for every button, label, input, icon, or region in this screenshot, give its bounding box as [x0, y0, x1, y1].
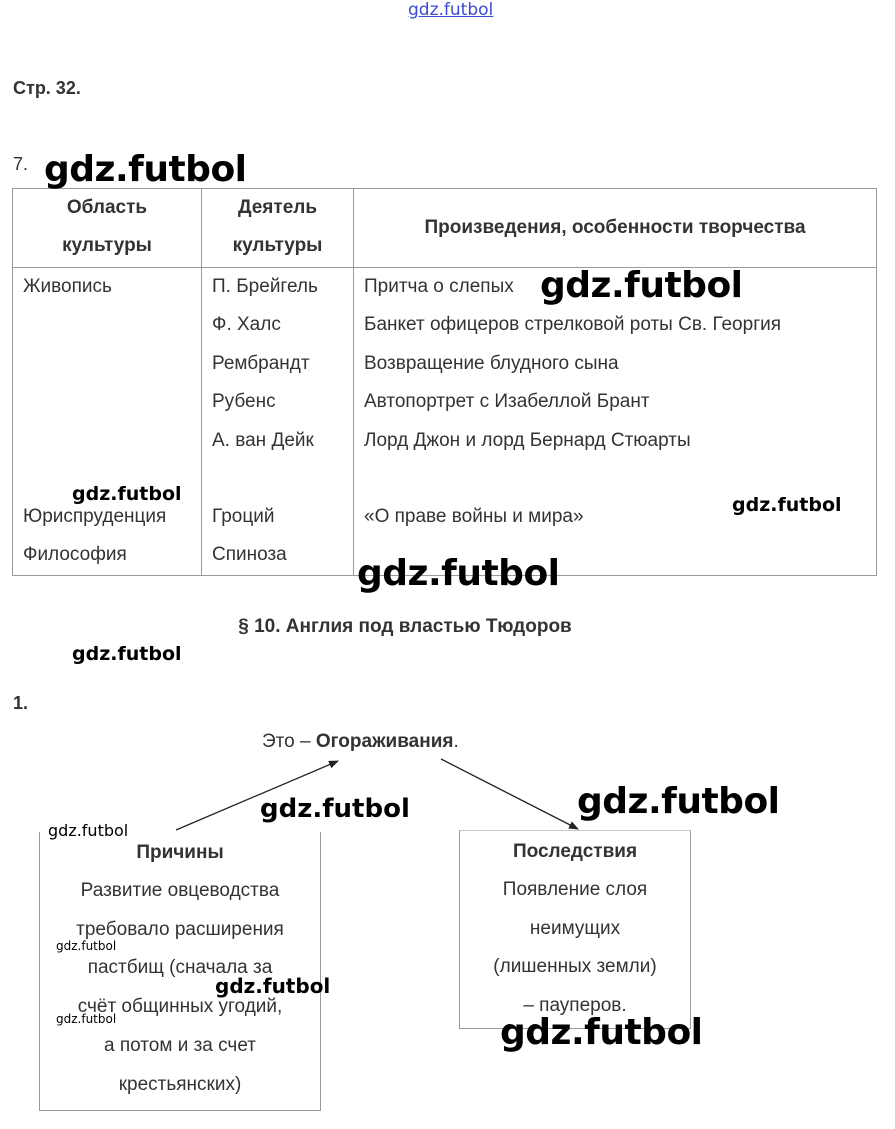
causes-line-4: счёт общинных угодий, — [77, 996, 283, 1018]
consequences-line-4: – пауперов. — [523, 995, 627, 1017]
causes-line-3: пастбищ (сначала за — [87, 957, 273, 979]
watermark: gdz.futbol — [44, 149, 247, 190]
causes-line-1: Развитие овцеводства — [80, 880, 280, 901]
watermark: gdz.futbol — [56, 939, 117, 953]
causes-line-5: а потом и за счет — [104, 1034, 256, 1056]
work-bruegel: Притча о слепых — [364, 276, 514, 297]
watermark: gdz.futbol — [72, 643, 182, 665]
causes-title: Причины — [136, 842, 224, 863]
header-figure-line-1: Деятель — [237, 197, 318, 218]
watermark: gdz.futbol — [215, 974, 331, 998]
arrow-concept-to-consequences — [441, 759, 578, 829]
consequences-line-2: неимущих — [529, 917, 621, 939]
area-law: Юриспруденция — [23, 505, 167, 527]
watermark: gdz.futbol — [260, 794, 410, 824]
watermark: gdz.futbol — [56, 1012, 117, 1026]
section-title: § 10. Англия под властью Тюдоров — [238, 616, 572, 637]
work-grotius: «О праве войны и мира» — [364, 505, 584, 527]
figure-bruegel: П. Брейгель — [212, 276, 318, 297]
causes-line-6: крестьянских) — [118, 1073, 242, 1095]
task-1-number: 1. — [13, 693, 29, 713]
consequences-title: Последствия — [512, 841, 638, 862]
figure-van-dyck: А. ван Дейк — [212, 429, 314, 451]
work-rembrandt: Возвращение блудного сына — [364, 352, 619, 374]
watermark: gdz.futbol — [500, 1012, 703, 1053]
work-rubens: Автопортрет с Изабеллой Брант — [364, 391, 650, 413]
header-figure-line-2: культуры — [232, 235, 323, 256]
watermark-top[interactable]: gdz.futbol — [408, 0, 494, 20]
task-7-number: 7. — [13, 154, 29, 174]
watermark: gdz.futbol — [540, 265, 743, 306]
concept-suffix: . — [453, 731, 459, 752]
watermark: gdz.futbol — [357, 553, 560, 594]
header-works: Произведения, особенности творчества — [354, 189, 877, 268]
area-painting: Живопись — [23, 276, 112, 297]
figure-grotius: Гроций — [212, 505, 275, 527]
area-philosophy: Философия — [23, 544, 127, 566]
consequences-line-1: Появление слоя — [502, 879, 648, 900]
figure-rembrandt: Рембрандт — [212, 352, 310, 374]
causes-line-2: требовало расширения — [76, 918, 284, 940]
watermark: gdz.futbol — [48, 821, 129, 840]
concept-prefix: Это – — [262, 731, 316, 752]
watermark: gdz.futbol — [577, 781, 780, 822]
work-van-dyck: Лорд Джон и лорд Бернард Стюарты — [364, 429, 691, 451]
causes-box — [39, 832, 321, 1111]
figure-hals: Ф. Халс — [212, 314, 281, 336]
consequences-line-3: (лишенных земли) — [493, 956, 657, 978]
header-area-line-1: Область — [66, 197, 148, 218]
consequences-box — [459, 830, 691, 1029]
watermark: gdz.futbol — [732, 494, 842, 516]
watermark: gdz.futbol — [72, 483, 182, 505]
figure-spinoza: Спиноза — [212, 544, 287, 566]
figure-rubens: Рубенс — [212, 391, 276, 413]
work-hals: Банкет офицеров стрелковой роты Св. Георгия — [364, 314, 782, 336]
concept-term: Огораживания — [315, 731, 454, 752]
header-area-line-2: культуры — [62, 235, 152, 256]
page-label: Стр. 32. — [13, 78, 81, 98]
